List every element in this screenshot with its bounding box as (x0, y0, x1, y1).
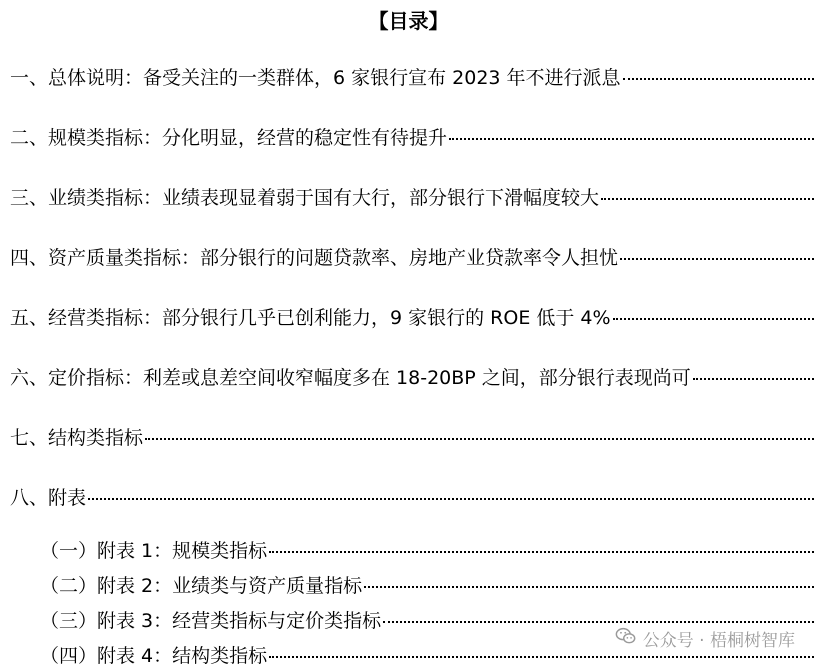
dot-leader (693, 378, 814, 380)
dot-leader (623, 78, 814, 80)
toc-entry[interactable] (10, 305, 814, 331)
toc-entry[interactable] (10, 485, 814, 511)
watermark (611, 625, 799, 652)
toc-sub-entry-label: （四）附表 4：结构类指标 (40, 645, 268, 667)
dot-leader (88, 498, 814, 500)
dot-leader (269, 551, 814, 553)
toc-entry-label: 一、总体说明：备受关注的一类群体，6 家银行宣布 2023 年不进行派息 (10, 67, 621, 89)
toc-entry-label: 四、资产质量类指标：部分银行的问题贷款率、房地产业贷款率令人担忧 (10, 247, 619, 269)
toc-title: 【目录】 (368, 9, 449, 33)
toc-entry-label: 八、附表 (10, 487, 87, 509)
dot-leader (613, 318, 814, 320)
dot-leader (449, 138, 814, 140)
toc-entry-label: 三、业绩类指标：业绩表现显着弱于国有大行，部分银行下滑幅度较大 (10, 187, 600, 209)
dot-leader (145, 438, 814, 440)
toc-entry-label: 二、规模类指标：分化明显，经营的稳定性有待提升 (10, 127, 448, 149)
dot-leader (620, 258, 814, 260)
toc-entry-label: 五、经营类指标：部分银行几乎已创利能力，9 家银行的 ROE 低于 4% (10, 307, 611, 329)
toc-sub-entry-label: （二）附表 2：业绩类与资产质量指标 (40, 575, 363, 597)
toc-sub-entry[interactable] (40, 538, 814, 564)
toc-entry[interactable] (10, 65, 814, 91)
toc-entry[interactable] (10, 245, 814, 271)
watermark-text: 公众号 · 梧桐树智库 (642, 631, 795, 651)
toc-sub-entry-label: （一）附表 1：规模类指标 (40, 540, 268, 562)
toc-entry-label: 六、定价指标：利差或息差空间收窄幅度多在 18-20BP 之间，部分银行表现尚可 (10, 367, 691, 389)
toc-entry[interactable] (10, 125, 814, 151)
toc-entry[interactable] (10, 365, 814, 391)
wechat-icon (615, 625, 637, 652)
toc-sub-entry[interactable] (40, 573, 814, 599)
dot-leader (601, 198, 814, 200)
toc-sub-entry-label: （三）附表 3：经营类指标与定价类指标 (40, 610, 382, 632)
toc-entry-label: 七、结构类指标 (10, 427, 144, 449)
dot-leader (269, 656, 814, 658)
toc-entry[interactable] (10, 425, 814, 451)
dot-leader (383, 621, 814, 623)
toc-entry[interactable] (10, 185, 814, 211)
dot-leader (364, 586, 814, 588)
